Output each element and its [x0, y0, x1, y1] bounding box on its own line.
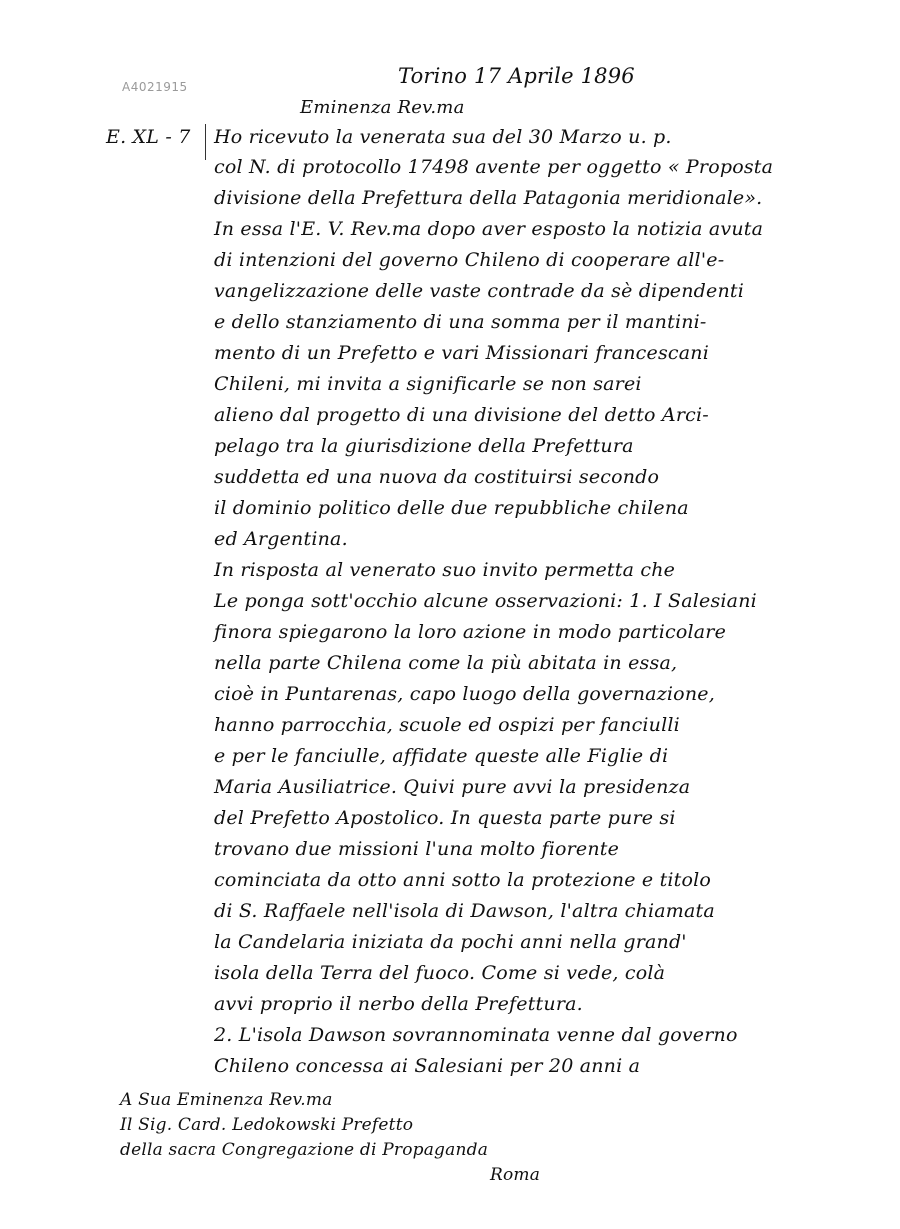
- body-line: divisione della Prefettura della Patagonia meridionale».: [214, 187, 763, 209]
- body-line: mento di un Prefetto e vari Missionari francescani: [214, 342, 709, 364]
- body-line: suddetta ed una nuova da costituirsi secondo: [214, 466, 660, 488]
- body-line: In risposta al venerato suo invito permetta che: [214, 559, 676, 581]
- body-line: isola della Terra del fuoco. Come si vede, colà: [214, 962, 666, 984]
- body-line: di S. Raffaele nell'isola di Dawson, l'altra chiamata: [214, 900, 715, 922]
- body-line: trovano due missioni l'una molto fiorente: [214, 838, 620, 860]
- body-line: Chileno concessa ai Salesiani per 20 anni a: [214, 1055, 641, 1077]
- margin-divider: [205, 124, 206, 160]
- body-line: del Prefetto Apostolico. In questa parte pure si: [214, 807, 676, 829]
- body-line: ed Argentina.: [214, 528, 348, 550]
- body-line: cominciata da otto anni sotto la protezione e titolo: [214, 869, 712, 891]
- body-line: avvi proprio il nerbo della Prefettura.: [214, 993, 583, 1015]
- body-line: Chileni, mi invita a significarle se non sarei: [214, 373, 642, 395]
- date-line: Torino 17 Aprile 1896: [398, 64, 635, 88]
- salutation: Eminenza Rev.ma: [300, 97, 465, 118]
- body-line: In essa l'E. V. Rev.ma dopo aver esposto la notizia avuta: [214, 218, 764, 240]
- body-line: il dominio politico delle due repubbliche chilena: [214, 497, 689, 519]
- body-line: alieno dal progetto di una divisione del detto Arci-: [214, 404, 709, 426]
- body-line: vangelizzazione delle vaste contrade da sè dipendenti: [214, 280, 745, 302]
- body-line: pelago tra la giurisdizione della Prefettura: [214, 435, 634, 457]
- body-line: la Candelaria iniziata da pochi anni nella grand': [214, 931, 687, 953]
- body-line: Maria Ausiliatrice. Quivi pure avvi la presidenza: [214, 776, 691, 798]
- body-line: Ho ricevuto la venerata sua del 30 Marzo u. p.: [214, 126, 672, 148]
- archive-stamp: A4021915: [122, 80, 188, 94]
- address-line: A Sua Eminenza Rev.ma: [120, 1090, 333, 1110]
- body-line: e dello stanziamento di una somma per il mantini-: [214, 311, 707, 333]
- body-line: hanno parrocchia, scuole ed ospizi per fanciulli: [214, 714, 680, 736]
- body-line: nella parte Chilena come la più abitata in essa,: [214, 652, 678, 674]
- address-line: Il Sig. Card. Ledokowski Prefetto: [120, 1115, 414, 1135]
- body-line: finora spiegarono la loro azione in modo particolare: [214, 621, 727, 643]
- body-line: col N. di protocollo 17498 avente per oggetto « Proposta: [214, 156, 774, 178]
- body-line: Le ponga sott'occhio alcune osservazioni: 1. I Salesiani: [214, 590, 757, 612]
- body-line: di intenzioni del governo Chileno di cooperare all'e-: [214, 249, 725, 271]
- address-line: Roma: [490, 1165, 541, 1185]
- address-line: della sacra Congregazione di Propaganda: [120, 1140, 489, 1160]
- body-line: cioè in Puntarenas, capo luogo della governazione,: [214, 683, 715, 705]
- margin-reference: E. XL - 7: [106, 126, 191, 148]
- body-line: 2. L'isola Dawson sovrannominata venne dal governo: [214, 1024, 738, 1046]
- body-line: e per le fanciulle, affidate queste alle Figlie di: [214, 745, 669, 767]
